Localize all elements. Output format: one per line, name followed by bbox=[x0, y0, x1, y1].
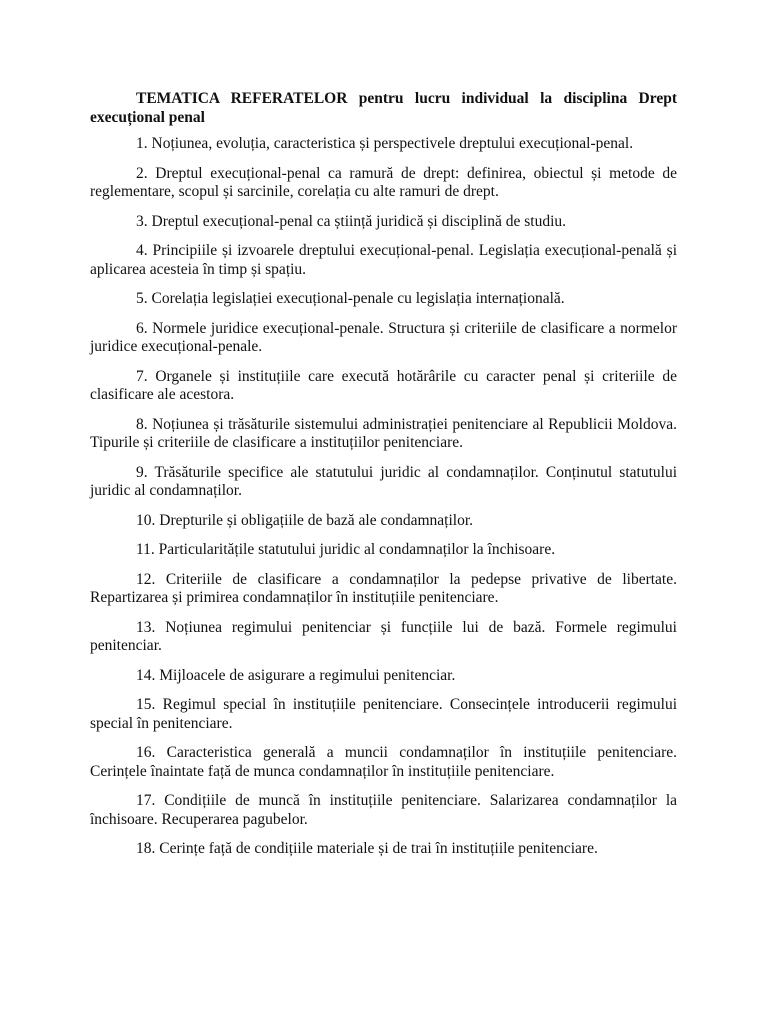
list-item: 3. Dreptul execuțional-penal ca știință juridică și disciplină de studiu. bbox=[136, 212, 567, 230]
list-item: 1. Noțiunea, evoluția, caracteristica și perspectivele dreptului execuțional-penal. bbox=[136, 135, 634, 152]
list-item: 16. Caracteristica generală a muncii condamnaților în instituțiile penitenciare. Cerințele înaintate față de munca condamnaților în instituțiile penitenciare. bbox=[90, 744, 677, 780]
list-item: 15. Regimul special în instituțiile penitenciare. Consecințele introducerii regimului special în penitenciare. bbox=[90, 696, 677, 732]
list-item: 13. Noțiunea regimului penitenciar și funcțiile lui de bază. Formele regimului penitenciar. bbox=[90, 618, 677, 654]
list-item: 11. Particularitățile statutului juridic al condamnaților la închisoare. bbox=[136, 541, 556, 558]
list-item: 17. Condițiile de muncă în instituțiile penitenciare. Salarizarea condamnaților la închisoare. Recuperarea pagubelor. bbox=[90, 792, 677, 828]
document-page bbox=[90, 90, 677, 870]
list-item: 4. Principiile și izvoarele dreptului execuțional-penal. Legislația execuțional-penală și aplicarea acesteia în timp și spațiu. bbox=[90, 242, 677, 278]
list-item: 8. Noțiunea și trăsăturile sistemului administrației penitenciare al Republicii Moldova. Tipurile și criteriile de clasificare a instituțiilor penitenciare. bbox=[90, 415, 677, 451]
list-item: 10. Drepturile și obligațiile de bază ale condamnaților. bbox=[136, 511, 474, 529]
list-item: 9. Trăsăturile specifice ale statutului juridic al condamnaților. Conținutul statutului juridic al condamnaților. bbox=[90, 463, 677, 499]
title-caps: TEMATICA REFERATELOR bbox=[136, 90, 348, 107]
list-item: 7. Organele și instituțiile care execută hotărârile cu caracter penal și criteriile de clasificare ale acestora. bbox=[90, 367, 677, 403]
list-item: 14. Mijloacele de asigurare a regimului penitenciar. bbox=[136, 666, 456, 684]
list-item: 18. Cerințe față de condițiile materiale și de trai în instituțiile penitenciare. bbox=[136, 840, 598, 857]
document-title bbox=[90, 90, 677, 127]
list-item: 2. Dreptul execuțional-penal ca ramură de drept: definirea, obiectul și metode de reglementare, scopul și sarcinile, corelația cu alte ramuri de drept. bbox=[90, 164, 677, 200]
list-item: 6. Normele juridice execuțional-penale. Structura și criteriile de clasificare a normelor juridice execuțional-penale. bbox=[90, 319, 677, 355]
title-rest: pentru lucru individual la disciplina Drept execuțional penal bbox=[90, 90, 678, 126]
list-item: 5. Corelația legislației execuțional-penale cu legislația internațională. bbox=[136, 290, 565, 307]
list-item: 12. Criteriile de clasificare a condamnaților la pedepse privative de libertate. Repartizarea și primirea condamnaților în instituțiile penitenciare. bbox=[90, 570, 677, 606]
